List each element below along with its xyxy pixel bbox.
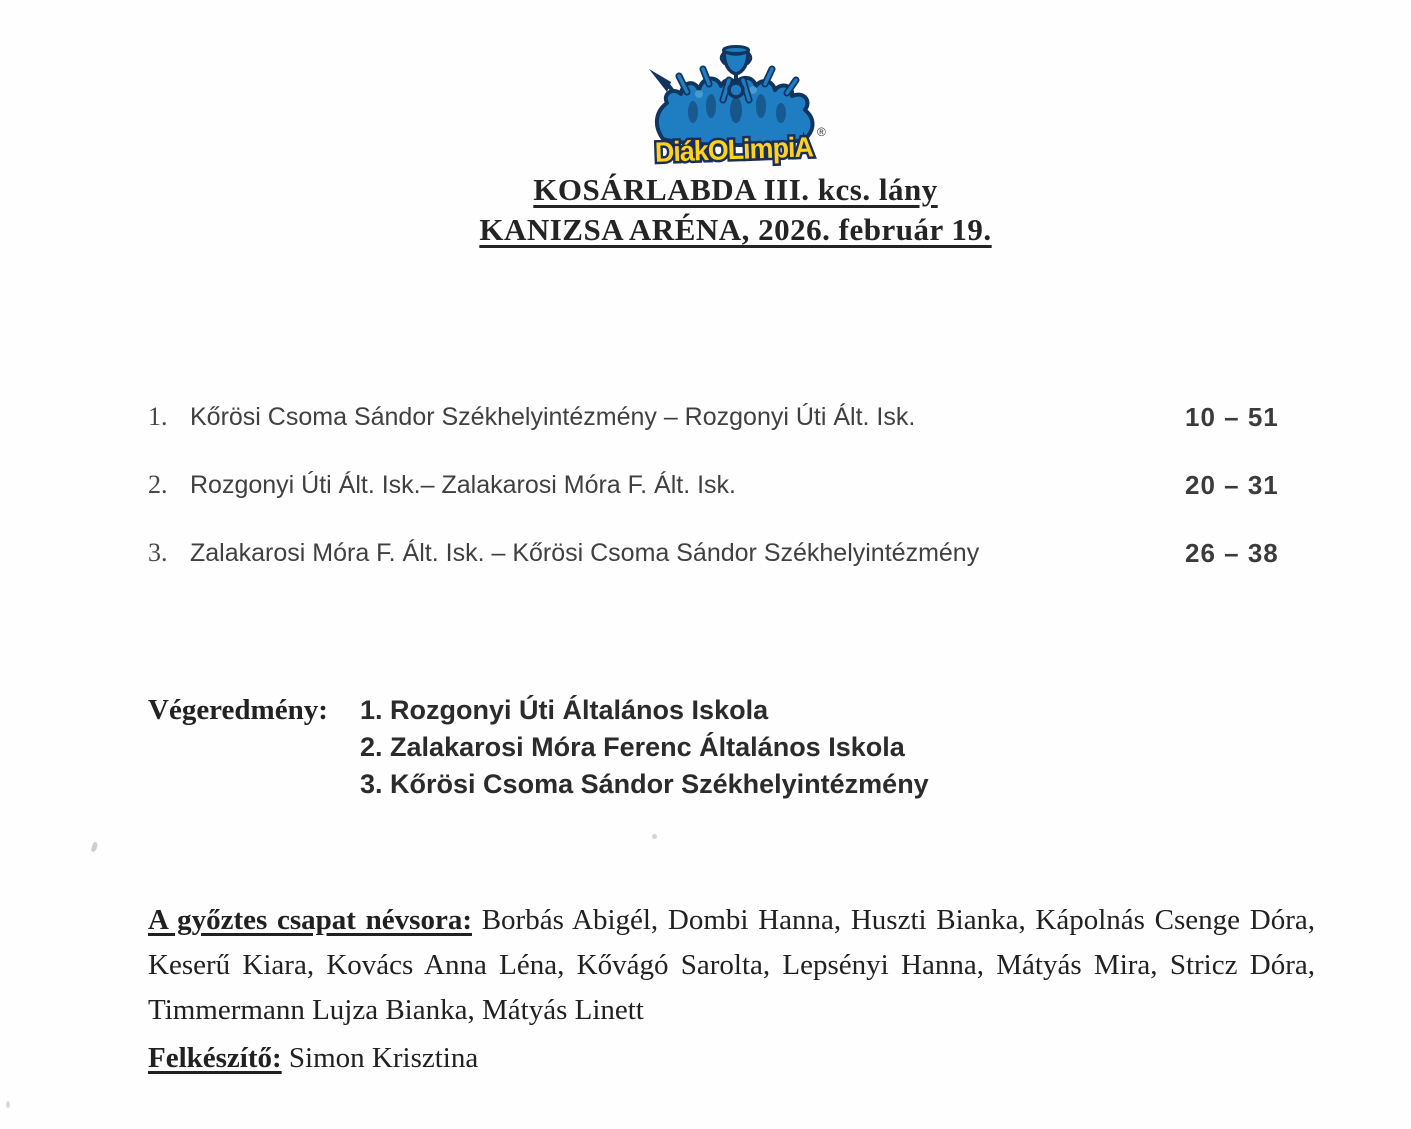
ranking-item <box>360 729 929 766</box>
scan-speck <box>91 841 99 852</box>
coach-line <box>148 1036 478 1081</box>
match-number: 3. <box>148 538 168 567</box>
match-score: 10 – 51 <box>1185 402 1279 432</box>
match-row <box>148 536 1315 570</box>
winning-team-roster <box>148 898 1315 1033</box>
match-teams: Rozgonyi Úti Ált. Isk.– Zalakarosi Móra F. Ált. Isk. <box>190 471 736 499</box>
scan-speck <box>652 834 657 839</box>
match-number: 1. <box>148 402 168 431</box>
scan-speck <box>6 1101 10 1108</box>
diakolimpia-logo <box>641 38 831 170</box>
match-number: 2. <box>148 470 168 499</box>
match-score: 20 – 31 <box>1185 470 1279 500</box>
trophy-icon <box>721 47 751 101</box>
ranking-rank: 1. <box>360 695 383 725</box>
ranking-rank: 2. <box>360 732 383 762</box>
ranking-school: Zalakarosi Móra Ferenc Általános Iskola <box>390 732 905 762</box>
title-event: KOSÁRLABDA III. kcs. lány <box>533 172 938 207</box>
match-results-list <box>148 400 1315 604</box>
registered-trademark-icon: ® <box>816 125 826 139</box>
coach-label: Felkészítő: <box>148 1042 282 1074</box>
match-teams: Zalakarosi Móra F. Ált. Isk. – Kőrösi Csoma Sándor Székhelyintézmény <box>190 539 980 567</box>
ranking-item <box>360 766 929 803</box>
diakolimpia-logo-icon <box>641 38 831 170</box>
coach-name: Simon Krisztina <box>288 1042 479 1074</box>
document-titles <box>60 170 1411 250</box>
match-score: 26 – 38 <box>1185 538 1279 568</box>
roster-label: A győztes csapat névsora: <box>148 904 472 936</box>
title-venue-date: KANIZSA ARÉNA, 2026. február 19. <box>479 212 992 247</box>
final-result-section <box>148 692 929 803</box>
ranking-school: Kőrösi Csoma Sándor Székhelyintézmény <box>390 769 929 799</box>
match-teams: Kőrösi Csoma Sándor Székhelyintézmény – Rozgonyi Úti Ált. Isk. <box>190 403 916 431</box>
ranking-list <box>360 692 929 803</box>
logo-wordmark: DiákOLimpiA <box>653 131 820 168</box>
ranking-rank: 3. <box>360 769 383 799</box>
match-row <box>148 468 1315 502</box>
ranking-school: Rozgonyi Úti Általános Iskola <box>390 695 769 725</box>
roster-names: Borbás Abigél, Dombi Hanna, Huszti Bianka, Kápolnás Csenge Dóra, Keserű Kiara, Kovács Anna Léna, Kővágó Sarolta, Lepsényi Hanna, Mátyás Mira, Stricz Dóra, Timmermann Lujza Bianka, Mátyás Linett <box>148 904 1316 1026</box>
final-result-label: Végeredmény: <box>148 694 328 726</box>
match-row <box>148 400 1315 434</box>
ranking-item <box>360 692 929 729</box>
